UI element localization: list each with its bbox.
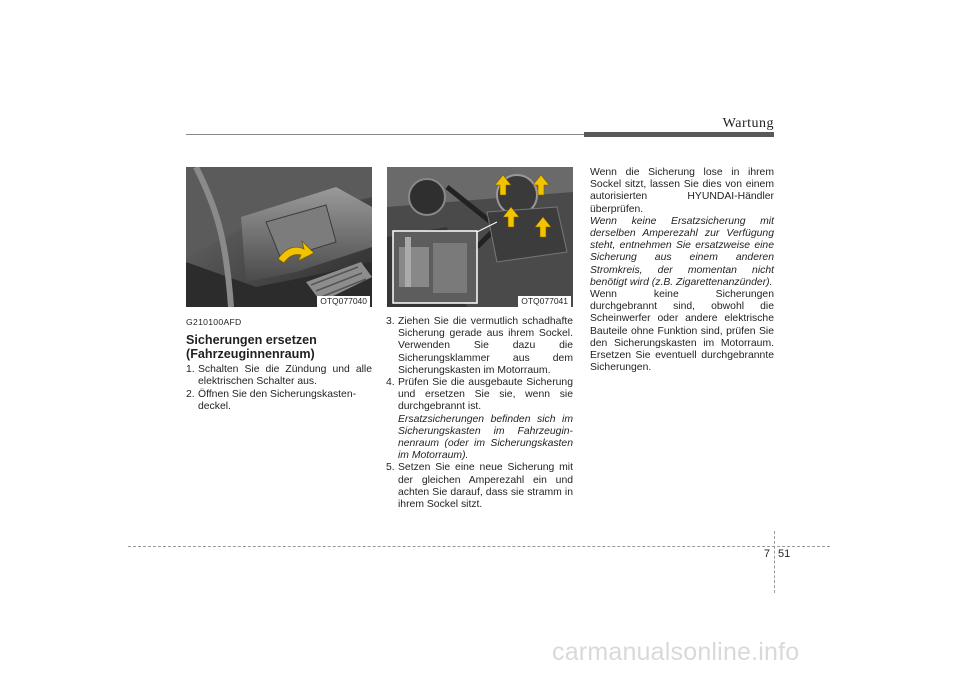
step-text: Prüfen Sie die ausgebaute Sicherung und ersetzen Sie sie, wenn sie durchgebrannt ist. [398,377,573,413]
step-text-continued: deckel. [198,400,231,412]
list-item [186,364,372,388]
list-item [386,377,573,414]
interior-fuse-cover-photo [186,167,372,307]
engine-fuse-box-photo [387,167,573,307]
interior-fuse-cover-illustration [186,167,372,307]
engine-fuse-box-illustration [387,167,573,307]
italic-paragraph: Wenn keine Ersatzsicherung mit derselben Amperezahl zur Verfügung steht, entnehmen Sie ersatzweise eine Sicherung aus einem anderen Stromkreis, der momentan nicht benötigt wird (z.B. Zigarettenanzünder). [590,215,774,288]
list-item [186,389,372,413]
spare-fuse-note: Ersatzsicherungen befinden sich im Sicherungskasten im Fahrzeugin-nenraum (oder im Sicherungskasten im Motorraum). [398,413,573,462]
header-rule-thick [584,132,774,137]
step-number: 5. [386,462,395,474]
step-number: 3. [386,316,395,327]
list-item [386,316,573,377]
page-number: 51 [778,548,791,560]
photo-code: OTQ077040 [317,296,370,307]
paragraph: Wenn keine Sicherungen durchgebrannt sind, obwohl die Scheinwerfer oder andere elektrische Bauteile ohne Funktion sind, prüfen Sie den Sicherungskasten im Motorraum. Ersetzen Sie eventuell durchgebrannte Sicherungen. [590,289,774,374]
photo-code: OTQ077041 [518,296,571,307]
paragraph: Wenn die Sicherung lose in ihrem Sockel sitzt, lassen Sie dies von einem autorisierten HYUNDAI-Händler überprüfen. [590,167,774,215]
page-header-title: Wartung [722,116,774,131]
middle-column [386,316,573,511]
left-column [186,316,372,413]
section-code: G210100AFD [186,317,242,327]
header-rule [186,133,774,136]
step-text: Öffnen Sie den Sicherungskasten- [198,388,357,400]
chapter-number: 7 [763,548,770,560]
right-column [590,167,774,374]
step-text: Schalten Sie die Zündung und alle elektrischen Schalter aus. [198,364,372,388]
footer-rule [128,546,830,547]
step-number: 4. [386,377,395,389]
step-number: 2. [186,388,195,400]
step-number: 1. [186,364,195,376]
step-text: Setzen Sie eine neue Sicherung mit der gleichen Amperezahl ein und achten Sie darauf, dass sie stramm in ihrem Sockel sitzt. [398,462,573,511]
step-text: Ziehen Sie die vermutlich schadhafte Sicherung gerade aus ihrem Sockel. Verwenden Sie dazu die Sicherungsklammer aus dem Sicherungskasten im Motorraum. [398,316,573,376]
footer-vertical-rule [774,531,775,593]
watermark: carmanualsonline.info [552,638,800,666]
section-heading: Sicherungen ersetzen (Fahrzeuginnenraum) [186,333,317,362]
list-item [386,462,573,511]
step-list [186,364,372,413]
